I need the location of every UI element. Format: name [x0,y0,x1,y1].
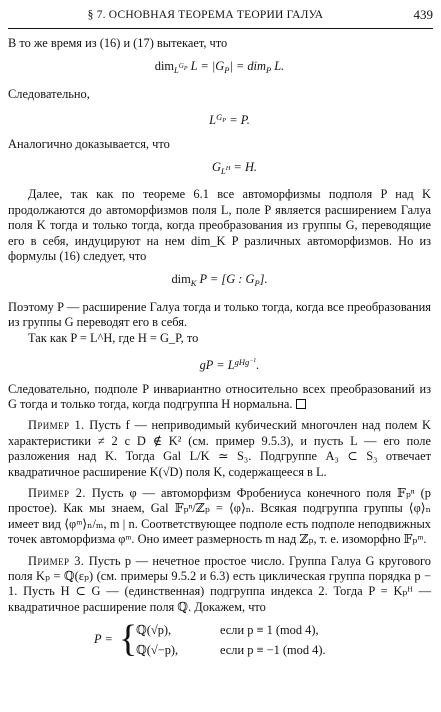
page-header [8,4,433,29]
page-body [8,36,431,661]
equation-dim: dim$_{L^{GP}}$ $L = |G_P| = dim_P$ L. [154,59,285,76]
case-row: ℚ(√−p), если p ≡ −1 (mod 4). [136,643,326,658]
paragraph-normality: Следовательно, подполе P инвариантно относительно всех преобразований из G тогда и только тогда, когда подгруппа H нормальна. [8,381,431,411]
example-1: Пример 1. Пусть f — неприводимый кубический многочлен над полем K характеристики ≠ 2 с D ∉ K² (см. пример 9.5.3), и пусть L — его поле разложения над K. Тогда Gal L/K ≃ S₃. Подгруппе A₃ ⊂ S₃ отвечает квадратичное расширение K(√D) поля K, содержащееся в L. [8,418,431,479]
equation-index: dim$_K$ P = [G : $G_P$]. [171,272,268,289]
equation-fixed-field: $L^{G_P} = P$. [209,112,250,128]
example-3: Пример 3. Пусть p — нечетное простое число. Группа Галуа G кругового поля Kₚ = ℚ(εₚ) (см. примеры 9.5.2 и 6.3) есть циклическая группа порядка p − 1. Пусть H ⊂ G — (единственная) подгруппа индекса 2. Тогда P = Kₚᴴ — квадратичное расширение поля ℚ. Докажем, что [8,553,432,614]
page-number: 439 [413,7,433,22]
paragraph: В то же время из (16) и (17) вытекает, что [8,36,228,50]
example-label: Пример 2. [28,485,86,500]
paragraph: Следовательно, [8,86,90,101]
paragraph-galois-criterion: Далее, так как по теореме 6.1 все автоморфизмы подполя P над K продолжаются до автоморфизмов поля L, поле P является расширением Галуа поля K тогда и только тогда, когда преобразования из группы G, переводящие его в себя, индуцируют на нем dim_K P различных автоморфизмов. Но из формулы (16) следует, что [8,187,431,264]
paragraph: Так как P = L^H, где H = G_P, то [28,330,199,345]
paragraph: Поэтому P — расширение Галуа тогда и только тогда, когда все преобразования из группы G переводят его в себя. [8,299,431,330]
equation-conjugate: gP = $L^{gHg^{-1}}$. [199,357,260,373]
example-label: Пример 1. [28,418,85,433]
qed-square [296,399,306,409]
case-row: ℚ(√p), если p ≡ 1 (mod 4), [136,623,319,638]
equation-stabilizer: $G_{L^H} = H$. [212,160,257,177]
example-label: Пример 3. [28,553,85,568]
running-head: § 7. ОСНОВНАЯ ТЕОРЕМА ТЕОРИИ ГАЛУА [87,9,324,21]
example-2: Пример 2. Пусть φ — автоморфизм Фробениуса конечного поля 𝔽ₚⁿ (p простое). Как мы знаем, Gal 𝔽ₚⁿ/ℤₚ = ⟨φ⟩ₙ. Всякая подгруппа группы ⟨φ⟩ₙ имеет вид ⟨φᵐ⟩ₙ/ₘ, m | n. Соответствующее подполе есть подполе неподвижных точек автоморфизма φᵐ. Оно имеет размерность m над ℤₚ, т. е. изоморфно 𝔽ₚᵐ. [8,485,432,547]
paragraph: Аналогично доказывается, что [8,136,170,151]
cases-equation: P = { ℚ(√p), если p ≡ 1 (mod 4), ℚ(√−p), если p ≡ −1 (mod 4). [94,618,326,661]
